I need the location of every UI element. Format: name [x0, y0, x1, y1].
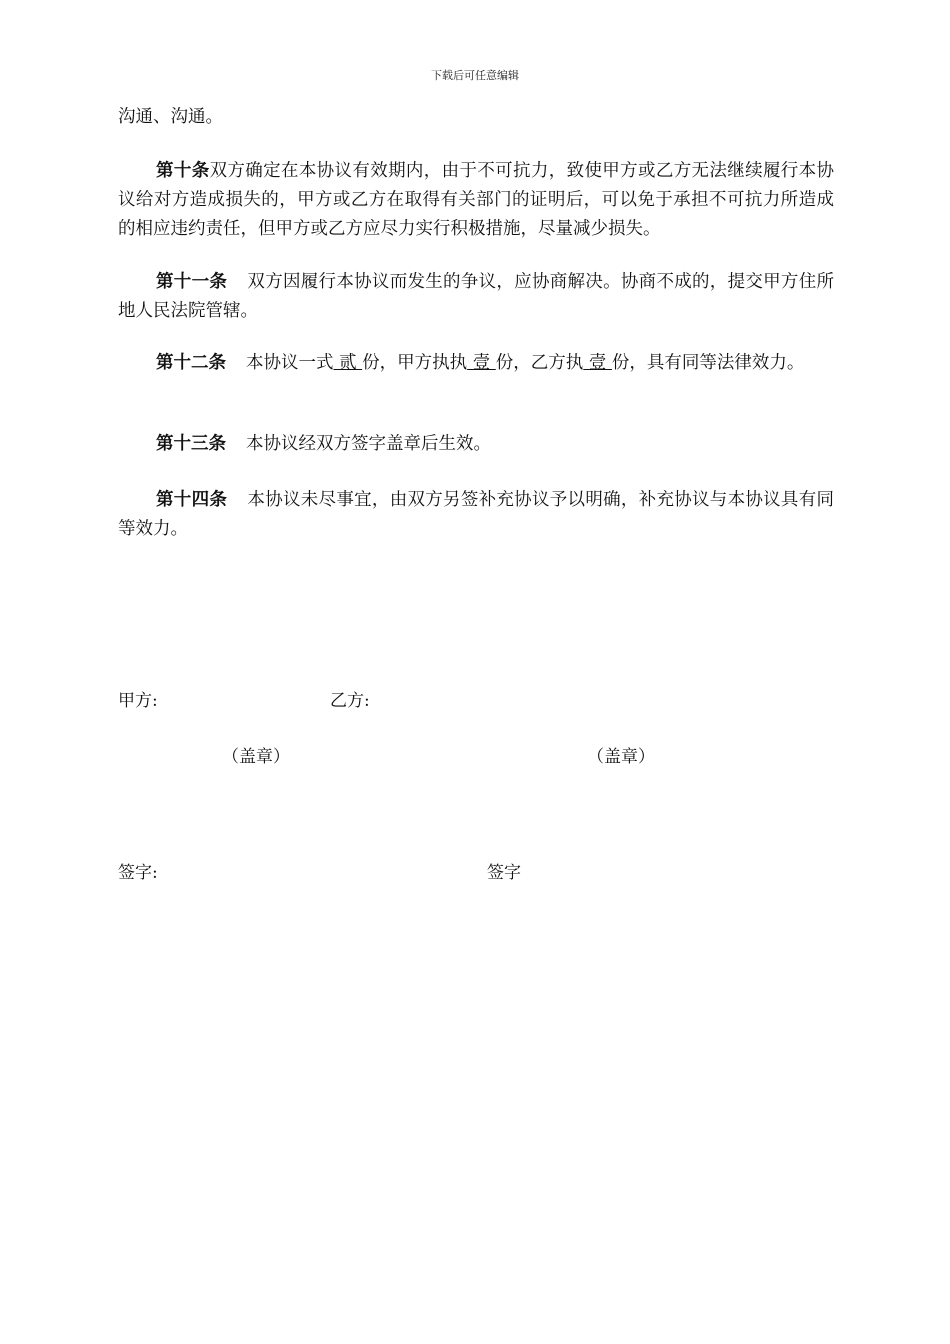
- intro-text: 沟通、沟通。: [118, 107, 223, 127]
- article-14: [118, 486, 834, 544]
- article-text-part: 份，具有同等法律效力。: [611, 353, 805, 373]
- party-b-label: 乙方:: [330, 691, 370, 711]
- copies-party-a: 壹: [467, 353, 496, 373]
- article-text: 本协议经双方签字盖章后生效。: [246, 434, 491, 454]
- article-11: [118, 268, 834, 326]
- sign-b-label: 签字: [487, 863, 521, 883]
- seal-b-label: （盖章）: [587, 747, 655, 767]
- sign-a-label: 签字:: [118, 863, 158, 883]
- article-10: [118, 157, 834, 244]
- article-label: 第十条: [156, 161, 210, 181]
- article-13: [118, 430, 834, 459]
- article-label: 第十二条: [156, 353, 226, 373]
- article-label: 第十一条: [156, 272, 228, 292]
- copies-party-b: 壹: [583, 353, 612, 373]
- article-text-part: 本协议一式: [246, 353, 334, 373]
- article-text: 双方因履行本协议而发生的争议，应协商解决。协商不成的，提交甲方住所地人民法院管辖。: [118, 272, 835, 321]
- article-text-part: 份，乙方执: [495, 353, 584, 373]
- article-text-part: 份，甲方执执: [362, 353, 468, 373]
- article-label: 第十四条: [156, 490, 228, 510]
- article-12: [118, 349, 834, 378]
- article-text: 双方确定在本协议有效期内，由于不可抗力，致使甲方或乙方无法继续履行本协议给对方造成损失的，甲方或乙方在取得有关部门的证明后，可以免于承担不可抗力所造成的相应违约责任，但甲方或乙方应尽力实行积极措施，尽量减少损失。: [118, 161, 835, 239]
- party-a-label: 甲方:: [118, 691, 158, 711]
- page-header: 下载后可任意编辑: [431, 69, 519, 82]
- copies-total: 贰: [333, 353, 363, 373]
- article-text: 本协议未尽事宜，由双方另签补充协议予以明确，补充协议与本协议具有同等效力。: [118, 490, 835, 539]
- article-label: 第十三条: [156, 434, 226, 454]
- seal-a-label: （盖章）: [222, 747, 290, 767]
